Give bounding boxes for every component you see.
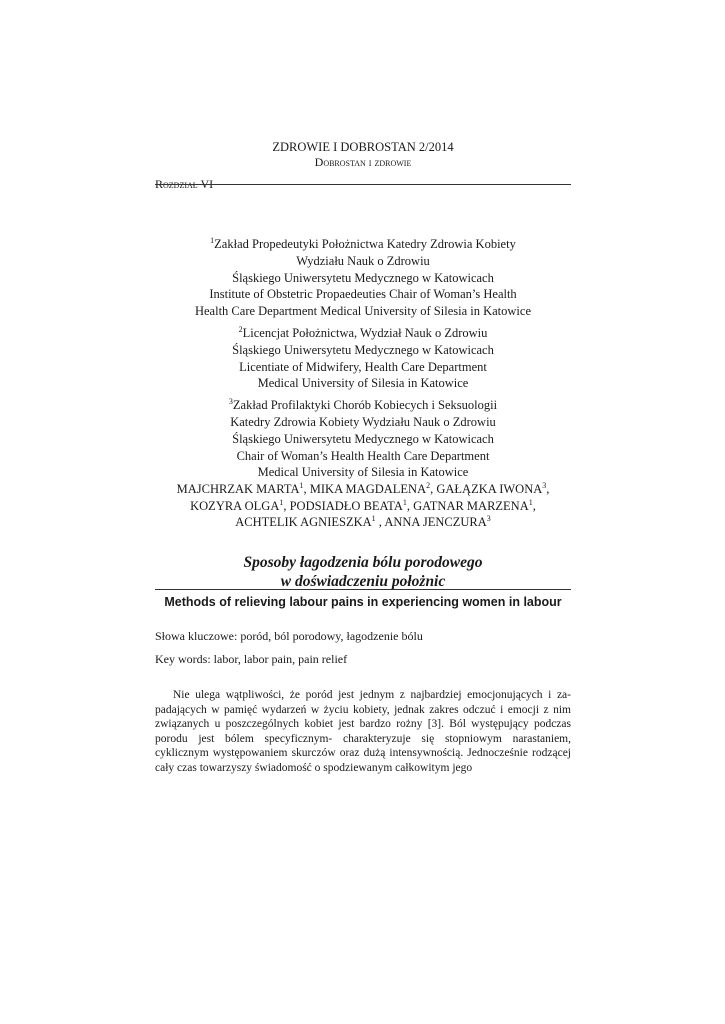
affiliation-line: Institute of Obstetric Propaedeuties Chair of Woman’s Health [209,287,517,302]
affiliation-line: Śląskiego Uniwersytetu Medycznego w Katowicach [232,342,494,357]
affiliation-line: Zakład Profilaktyki Chorób Kobiecych i Seksuologii [232,398,498,413]
author-separator: , [430,482,437,496]
affiliation-3 [155,397,571,481]
author-affiliation-marker: 1 [371,514,376,523]
affiliation-line: Katedry Zdrowia Kobiety Wydziału Nauk o Zdrowiu [230,414,496,429]
keywords-english: Key words: labor, labor pain, pain relief [155,652,348,666]
affiliation-marker: 1 [210,236,215,245]
author-separator: , [546,482,550,496]
affiliation-line: Chair of Woman’s Health Health Care Department [236,448,490,463]
affiliation-1 [155,236,571,320]
author-affiliation-marker: 2 [426,481,431,490]
author-affiliation-marker: 1 [528,497,533,507]
section-title: Dobrostan i zdrowie [314,155,412,169]
affiliation-line: Medical University of Silesia in Katowice [257,465,469,480]
title-line: Sposoby łagodzenia bólu porodowego [243,554,483,571]
affiliation-line: Medical University of Silesia in Katowice [257,376,469,391]
affiliation-marker: 3 [228,397,233,407]
chapter-label: Rozdział VI [155,177,214,191]
title-line: w doświadczeniu położnic [280,573,446,590]
header-rule [155,184,571,185]
affiliation-line: Śląskiego Uniwersytetu Medycznego w Katowicach [232,270,494,285]
affiliation-marker: 2 [238,324,243,334]
affiliation-line: Wydziału Nauk o Zdrowiu [296,253,430,268]
keywords-polish: Słowa kluczowe: poród, ból porodowy, łagodzenie bólu [155,629,423,643]
author-affiliation-marker: 3 [542,481,547,490]
affiliation-line: Zakład Propedeutyki Położnictwa Katedry Zdrowia Kobiety [214,237,516,251]
author-separator: , [303,482,310,496]
author-affiliation-marker: 1 [299,481,304,490]
title-rule [155,589,571,590]
article-title-english: Methods of relieving labour pains in experiencing women in labour [164,595,562,609]
affiliation-line: Śląskiego Uniwersytetu Medycznego w Katowicach [232,431,494,446]
author-affiliation-marker: 1 [402,497,407,507]
author-name: ACHTELIK AGNIESZKA [235,515,372,529]
affiliation-2 [155,325,571,392]
author-separator: , [375,515,385,529]
author-affiliation-marker: 1 [279,497,284,507]
author-name: MAJCHRZAK MARTA [176,482,300,496]
author-affiliation-marker: 3 [486,514,491,523]
author-name: GAŁĄZKA IWONA [436,482,543,496]
author-separator: , [406,498,414,513]
affiliation-line: Health Care Department Medical University of Silesia in Katowice [194,304,531,319]
affiliations [155,236,571,486]
author-list [155,481,571,531]
journal-title: ZDROWIE I DOBROSTAN 2/2014 [272,140,454,154]
author-name: MIKA MAGDALENA [309,482,427,496]
author-separator: , [532,498,536,513]
author-name: GATNAR MARZENA [413,498,529,513]
paragraph: Nie ulega wątpliwości, że poród jest jednym z najbardziej emocjonujących i zapadających w pamięć wydarzeń w życiu kobiety, jednak zakres odczuć i emocji z nim związanych u poszczególnych kobiet jest bardzo rożny [3]. Ból występujący podczas porodu jest bólem specyficznym- charakteryzuje się stopniowym narastaniem, cyklicznym występowaniem skurczów oraz dużą intensywnością. Jednocześnie rodzącej cały czas towarzyszy świadomość o spodziewanym całkowitym jego [155,689,571,774]
author-separator: , [283,498,290,513]
author-name: PODSIADŁO BEATA [289,498,403,513]
affiliation-line: Licentiate of Midwifery, Health Care Department [239,359,487,374]
body-text [155,688,571,776]
article-title-polish [155,553,571,591]
author-name: KOZYRA OLGA [190,498,280,513]
author-name: ANNA JENCZURA [384,515,487,529]
affiliation-line: Licencjat Położnictwa, Wydział Nauk o Zdrowiu [242,325,488,340]
